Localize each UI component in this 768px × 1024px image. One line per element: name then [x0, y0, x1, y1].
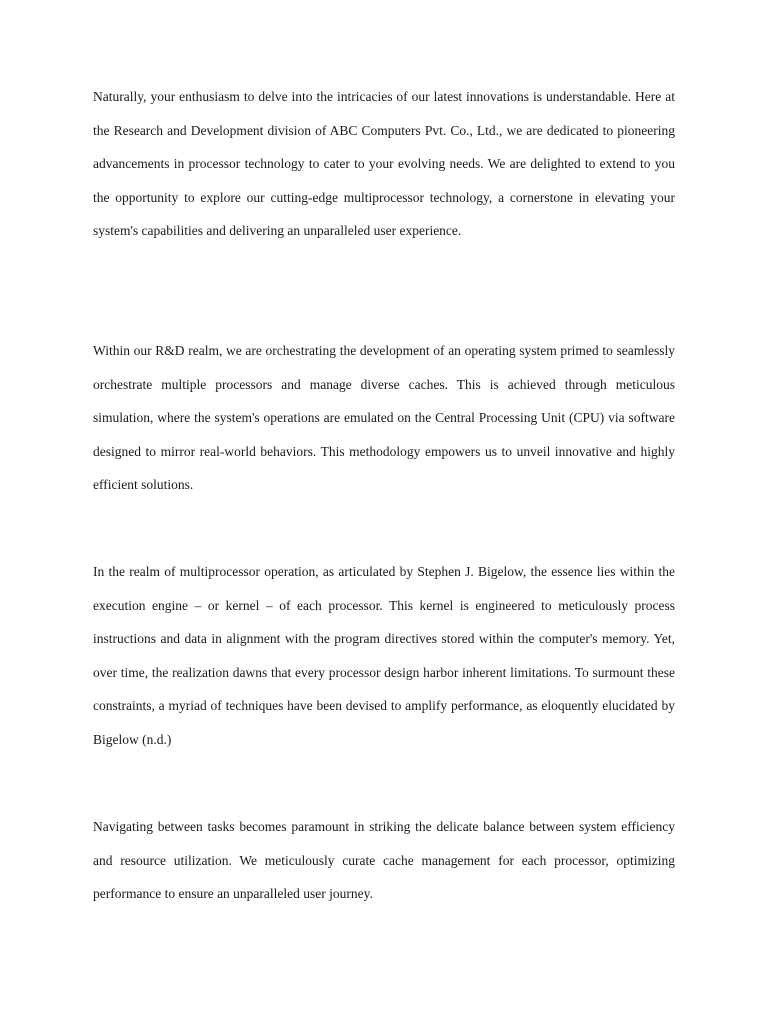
paragraph-multiprocessor-operation: In the realm of multiprocessor operation, as articulated by Stephen J. Bigelow, the essence lies within the execution engine – or kernel – of each processor. This kernel is engineered to meticulously process instructions and data in alignment with the program directives stored within the computer's memory. Yet, over time, the realization dawns that every processor design harbor inherent limitations. To surmount these constraints, a myriad of techniques have been devised to amplify performance, as eloquently elucidated by Bigelow (n.d.) — [93, 564, 675, 747]
paragraph-rnd-realm: Within our R&D realm, we are orchestrating the development of an operating system primed to seamlessly orchestrate multiple processors and manage diverse caches. This is achieved through meticulous simulation, where the system's operations are emulated on the Central Processing Unit (CPU) via software designed to mirror real-world behaviors. This methodology empowers us to unveil innovative and highly efficient solutions. — [93, 343, 675, 493]
paragraph-task-navigation: Navigating between tasks becomes paramount in striking the delicate balance between system efficiency and resource utilization. We meticulously curate cache management for each processor, optimizing performance to ensure an unparalleled user journey. — [93, 819, 675, 902]
paragraph-introduction: Naturally, your enthusiasm to delve into the intricacies of our latest innovations is understandable. Here at the Research and Development division of ABC Computers Pvt. Co., Ltd., we are dedicated to pioneering advancements in processor technology to cater to your evolving needs. We are delighted to extend to you the opportunity to explore our cutting-edge multiprocessor technology, a cornerstone in elevating your system's capabilities and delivering an unparalleled user experience. — [93, 89, 675, 239]
